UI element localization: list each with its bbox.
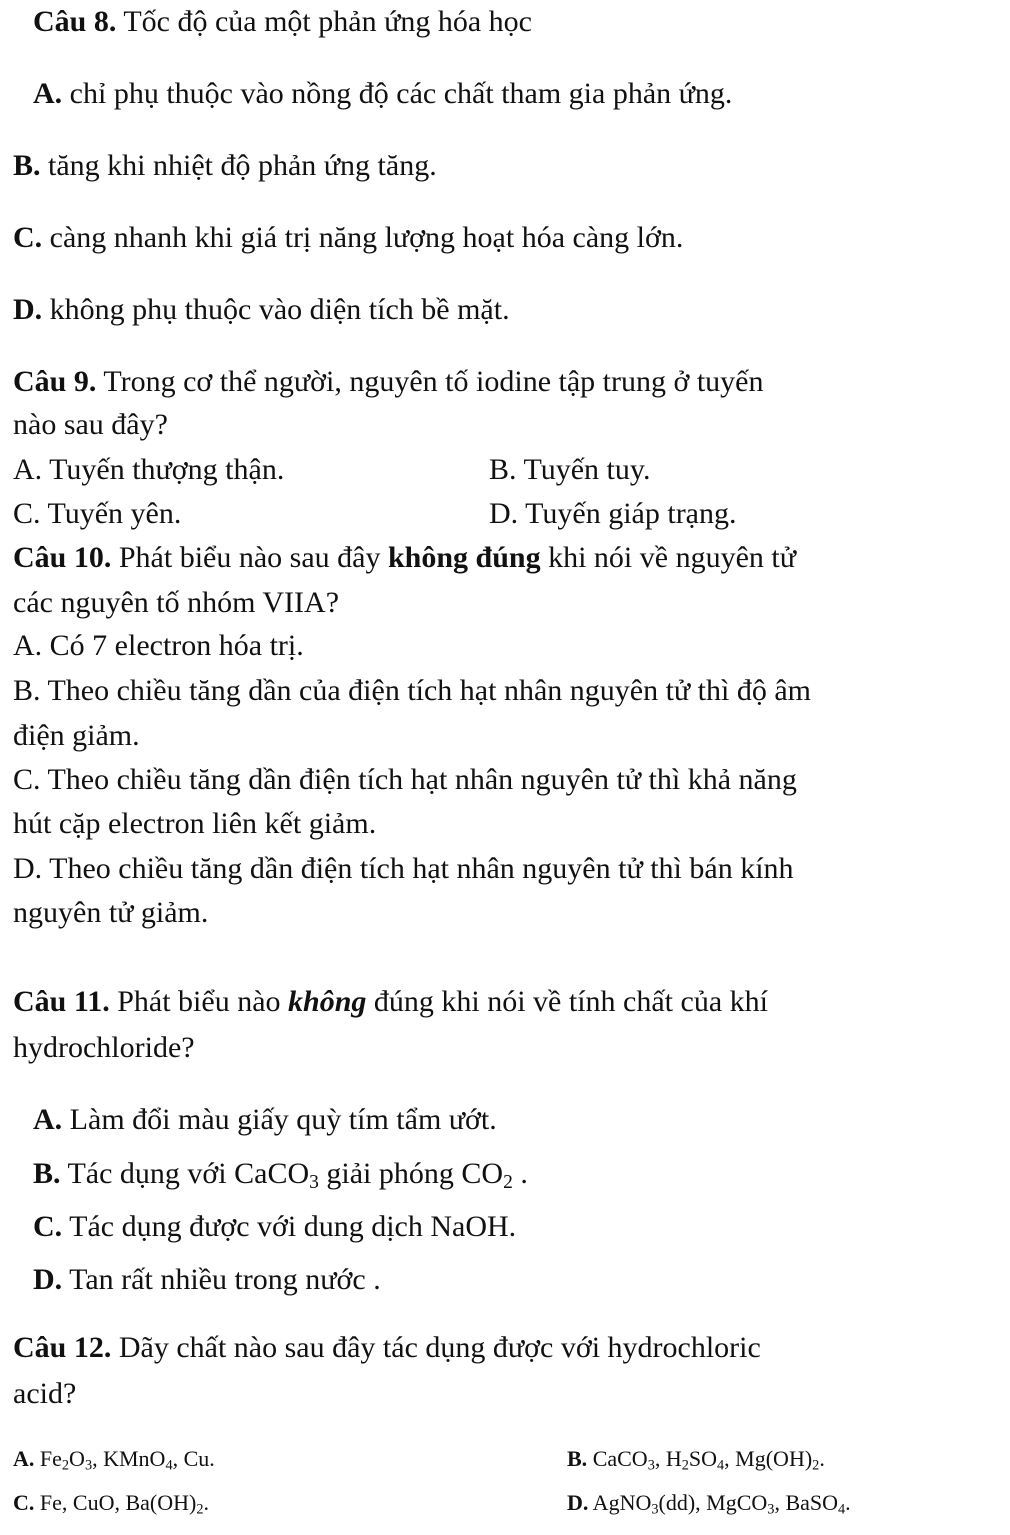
q12-option-c-t1: Fe, CuO, Ba(OH) <box>34 1490 197 1515</box>
q11-option-b-key: B. <box>33 1157 61 1190</box>
q12-option-a-t1: Fe <box>34 1446 62 1471</box>
q12-option-b-t1: CaCO <box>587 1446 648 1471</box>
q11-option-a <box>33 1102 497 1138</box>
q8-option-b <box>13 148 437 184</box>
q12-option-a-key: A. <box>13 1446 35 1471</box>
q8-option-c-text: càng nhanh khi giá trị năng lượng hoạt hóa càng lớn. <box>42 221 684 254</box>
q12-option-b-s2: 2 <box>681 1457 689 1474</box>
q12-option-a-s1: 2 <box>61 1457 70 1474</box>
q12-option-a-t2: O <box>69 1446 85 1471</box>
q12-option-d <box>567 1490 851 1516</box>
q12-option-b-t4: , Mg(OH) <box>724 1446 813 1471</box>
q11-option-d-key: D. <box>33 1263 63 1296</box>
q12-stem-text: Dãy chất nào sau đây tác dụng được với hydrochloric <box>111 1331 761 1364</box>
q11-stem-line2: hydrochloride? <box>13 1031 195 1064</box>
q12-option-b-s3: 4 <box>717 1457 725 1474</box>
q9-label: Câu 9. <box>13 365 97 398</box>
q12-option-c-t2: . <box>203 1490 209 1515</box>
q11-option-b-text3: . <box>512 1157 528 1190</box>
q12-option-b-t2: , H <box>654 1446 682 1471</box>
q11-option-c-text: Tác dụng được với dung dịch NaOH. <box>62 1210 517 1243</box>
q12-stem <box>13 1330 761 1366</box>
q12-label: Câu 12. <box>13 1331 112 1364</box>
q8-option-b-key: B. <box>13 149 41 182</box>
q12-option-b-s4: 2 <box>812 1457 820 1474</box>
q8-option-a-key: A. <box>33 77 63 110</box>
q11-option-b <box>33 1156 528 1192</box>
q10-option-c-cont: hút cặp electron liên kết giảm. <box>13 807 377 840</box>
q10-stem-post: khi nói về nguyên tử <box>540 541 796 574</box>
q12-option-c <box>13 1490 209 1516</box>
q11-stem <box>13 984 768 1020</box>
q11-option-b-sub1: 3 <box>309 1171 319 1193</box>
q8-option-b-text: tăng khi nhiệt độ phản ứng tăng. <box>40 149 437 182</box>
q12-option-a-s3: 4 <box>165 1457 173 1474</box>
q12-option-b <box>567 1446 825 1472</box>
q12-option-d-t3: , BaSO <box>774 1490 838 1515</box>
q8-option-a <box>33 76 732 112</box>
q11-stem-emphasis: không <box>288 985 367 1018</box>
q10-option-b-cont: điện giảm. <box>13 719 140 752</box>
q12-option-b-t3: SO <box>688 1446 718 1471</box>
q9-option-b: B. Tuyến tuy. <box>489 453 651 486</box>
q9-option-a: A. Tuyến thượng thận. <box>13 453 285 486</box>
q12-option-a-t3: , KMnO <box>92 1446 166 1471</box>
q12-option-d-s1: 3 <box>651 1501 659 1518</box>
q12-option-d-t4: . <box>845 1490 851 1515</box>
q12-stem-line2: acid? <box>13 1377 77 1410</box>
q11-option-a-text: Làm đổi màu giấy quỳ tím tẩm ướt. <box>62 1103 497 1136</box>
q8-option-c-key: C. <box>13 221 43 254</box>
q12-option-c-s1: 2 <box>196 1501 204 1518</box>
q8-label: Câu 8. <box>33 5 117 38</box>
q8-stem-text: Tốc độ của một phản ứng hóa học <box>116 5 532 38</box>
q11-option-b-text2: giải phóng CO <box>318 1157 504 1190</box>
q10-stem <box>13 540 796 576</box>
q11-stem-pre: Phát biểu nào <box>109 985 289 1018</box>
q10-option-d: D. Theo chiều tăng dần điện tích hạt nhân nguyên tử thì bán kính <box>13 852 794 885</box>
q10-option-d-cont: nguyên tử giảm. <box>13 896 209 929</box>
q11-label: Câu 11. <box>13 985 110 1018</box>
q8-option-a-text: chỉ phụ thuộc vào nồng độ các chất tham gia phản ứng. <box>62 77 733 110</box>
q12-option-d-s2: 3 <box>767 1501 775 1518</box>
q12-option-b-t5: . <box>819 1446 825 1471</box>
q8-option-d-text: không phụ thuộc vào diện tích bề mặt. <box>42 293 510 326</box>
q12-option-a-t4: , Cu. <box>172 1446 215 1471</box>
q10-label: Câu 10. <box>13 541 112 574</box>
q10-stem-line2: các nguyên tố nhóm VIIA? <box>13 586 340 619</box>
q12-option-d-key: D. <box>567 1490 589 1515</box>
q12-option-b-s1: 3 <box>647 1457 655 1474</box>
q10-option-a: A. Có 7 electron hóa trị. <box>13 629 304 662</box>
q12-option-d-t1: AgNO <box>588 1490 652 1515</box>
q9-stem <box>13 364 764 400</box>
q9-option-d: D. Tuyến giáp trạng. <box>489 497 737 530</box>
q11-option-d-text: Tan rất nhiều trong nước . <box>62 1263 381 1296</box>
q12-option-c-key: C. <box>13 1490 35 1515</box>
q8-option-d <box>13 292 510 328</box>
q11-option-a-key: A. <box>33 1103 63 1136</box>
q8-option-c <box>13 220 683 256</box>
q11-option-c-key: C. <box>33 1210 63 1243</box>
q10-option-b: B. Theo chiều tăng dần của điện tích hạt nhân nguyên tử thì độ âm <box>13 674 812 707</box>
q10-stem-emphasis: không đúng <box>387 541 541 574</box>
q11-option-d <box>33 1262 381 1298</box>
q8-option-d-key: D. <box>13 293 43 326</box>
q11-option-b-sub2: 2 <box>503 1171 513 1193</box>
q9-stem-text: Trong cơ thể người, nguyên tố iodine tập trung ở tuyến <box>96 365 764 398</box>
q9-stem-line2: nào sau đây? <box>13 408 168 441</box>
q9-option-c: C. Tuyến yên. <box>13 497 182 530</box>
q12-option-d-t2: (dd), MgCO <box>658 1490 768 1515</box>
q11-option-c <box>33 1209 516 1245</box>
q11-option-b-text1: Tác dụng với CaCO <box>60 1157 310 1190</box>
q12-option-a <box>13 1446 215 1472</box>
q12-option-d-s3: 4 <box>838 1501 846 1518</box>
q10-stem-pre: Phát biểu nào sau đây <box>111 541 388 574</box>
q12-option-a-s2: 3 <box>84 1457 93 1474</box>
q12-option-b-key: B. <box>567 1446 588 1471</box>
q10-option-c: C. Theo chiều tăng dần điện tích hạt nhân nguyên tử thì khả năng <box>13 763 797 796</box>
q11-stem-post: đúng khi nói về tính chất của khí <box>366 985 768 1018</box>
q8-stem <box>33 4 532 40</box>
